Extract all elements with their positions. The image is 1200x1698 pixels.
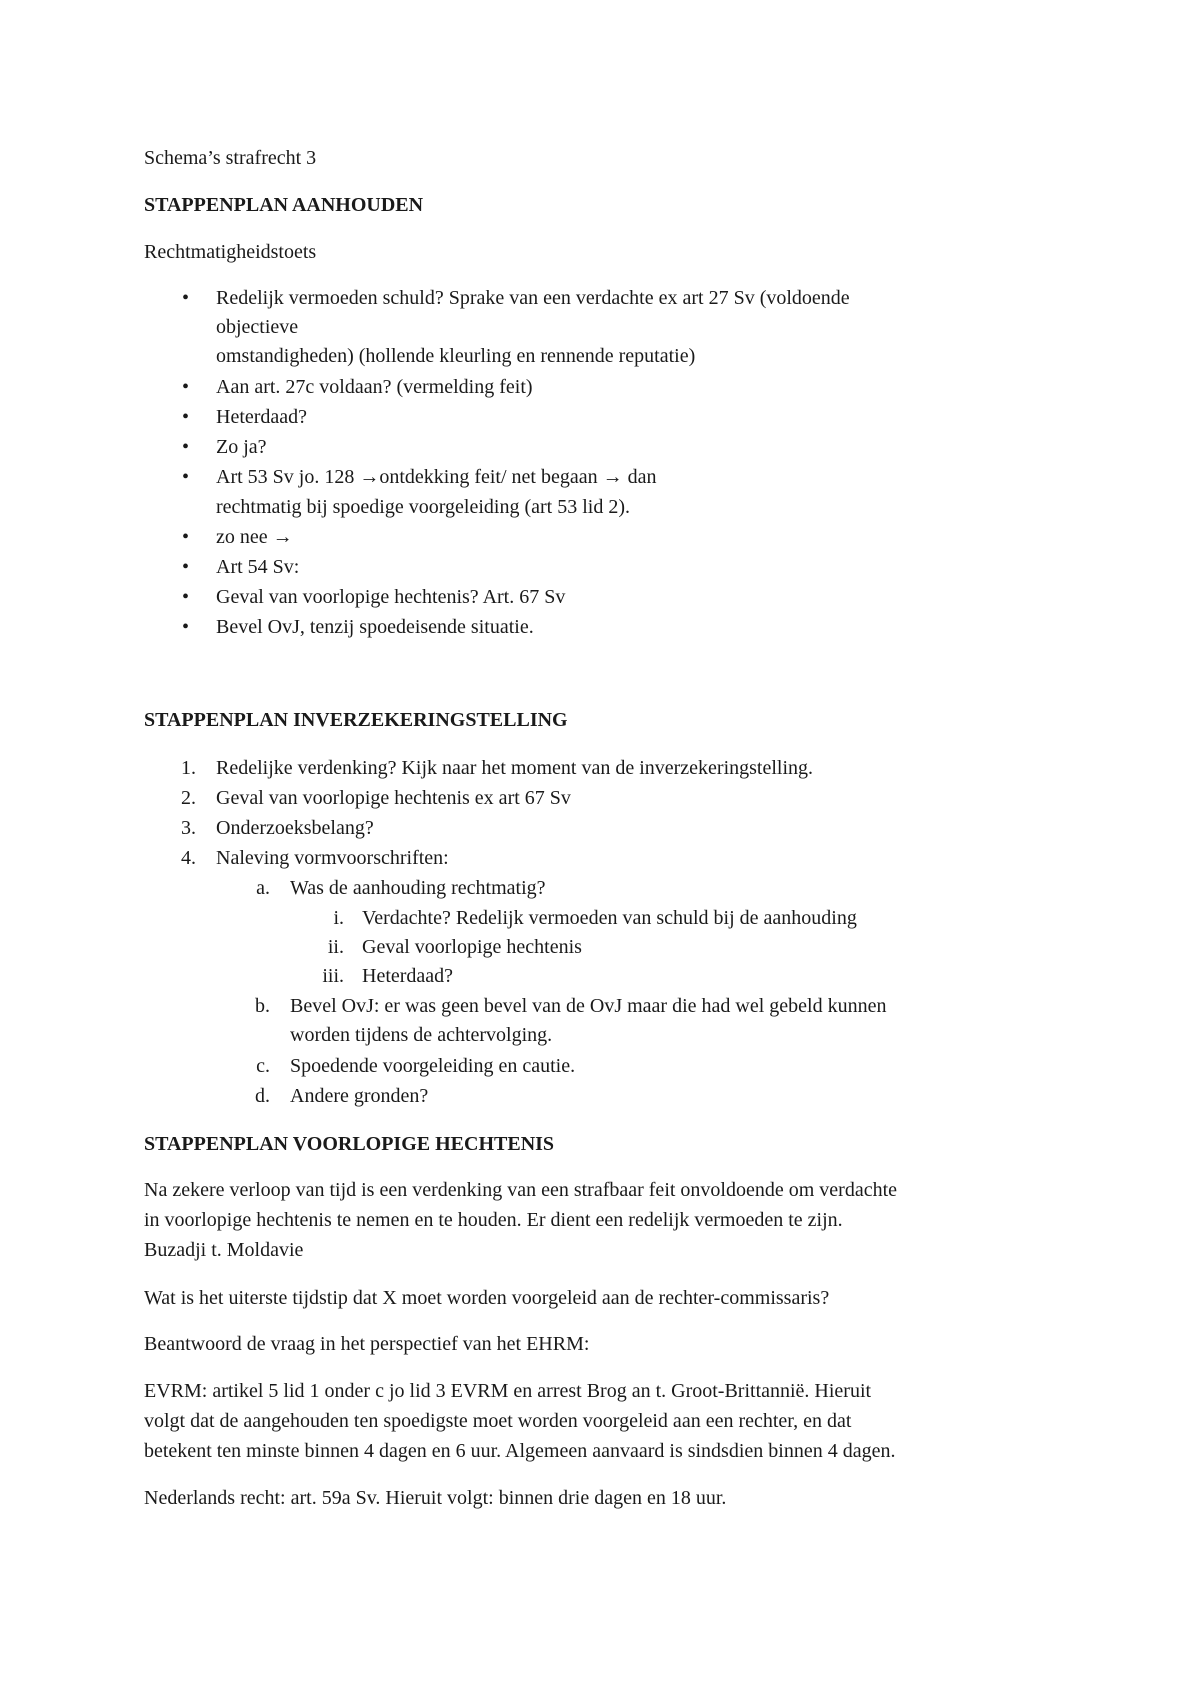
bullet-marker: •: [182, 466, 190, 488]
paragraph-question: Wat is het uiterste tijdstip dat X moet worden voorgeleid aan de rechter-commissaris?: [144, 1287, 830, 1309]
roman-list-item: Geval voorlopige hechtenis: [362, 936, 582, 958]
bullet-marker: •: [182, 406, 190, 428]
list-item: Bevel OvJ, tenzij spoedeisende situatie.: [216, 616, 534, 638]
sub-list-letter: c.: [256, 1055, 270, 1077]
list-item: Zo ja?: [216, 436, 267, 458]
list-number: 2.: [181, 787, 196, 809]
paragraph-line: in voorlopige hechtenis te nemen en te houden. Er dient een redelijk vermoeden te zijn.: [144, 1209, 843, 1231]
sub-list-item: Was de aanhouding rechtmatig?: [290, 877, 546, 899]
roman-list-item: Heterdaad?: [362, 965, 454, 987]
list-item: Aan art. 27c voldaan? (vermelding feit): [216, 376, 533, 398]
paragraph-nederlands-recht: Nederlands recht: art. 59a Sv. Hieruit volgt: binnen drie dagen en 18 uur.: [144, 1487, 727, 1509]
list-item: Art 54 Sv:: [216, 556, 300, 578]
list-number: 3.: [181, 817, 196, 839]
sub-list-letter: a.: [256, 877, 270, 899]
sub-list-item: Andere gronden?: [290, 1085, 429, 1107]
heading-aanhouden: STAPPENPLAN AANHOUDEN: [144, 194, 424, 216]
bullet-marker: •: [182, 287, 190, 309]
list-item: Geval van voorlopige hechtenis ex art 67 Sv: [216, 787, 571, 809]
list-number: 1.: [181, 757, 196, 779]
list-item-continuation: objectieve: [216, 316, 299, 338]
bullet-marker: •: [182, 556, 190, 578]
document-title: Schema’s strafrecht 3: [144, 147, 317, 169]
sub-list-letter: b.: [255, 995, 270, 1017]
paragraph-ehrm: Beantwoord de vraag in het perspectief van het EHRM:: [144, 1333, 590, 1355]
list-item: Onderzoeksbelang?: [216, 817, 374, 839]
paragraph-line: betekent ten minste binnen 4 dagen en 6 uur. Algemeen aanvaard is sindsdien binnen 4 dagen.: [144, 1440, 896, 1462]
heading-inverzekeringstelling: STAPPENPLAN INVERZEKERINGSTELLING: [144, 709, 568, 731]
sub-list-item: Bevel OvJ: er was geen bevel van de OvJ maar die had wel gebeld kunnen: [290, 995, 887, 1017]
paragraph-line: volgt dat de aangehouden ten spoedigste moet worden voorgeleid aan een rechter, en dat: [144, 1410, 852, 1432]
sub-list-item: Spoedende voorgeleiding en cautie.: [290, 1055, 576, 1077]
list-item-continuation: omstandigheden) (hollende kleurling en rennende reputatie): [216, 345, 696, 367]
bullet-marker: •: [182, 586, 190, 608]
list-item: Redelijke verdenking? Kijk naar het moment van de inverzekeringstelling.: [216, 757, 814, 779]
bullet-marker: •: [182, 616, 190, 638]
heading-voorlopige-hechtenis: STAPPENPLAN VOORLOPIGE HECHTENIS: [144, 1133, 555, 1155]
list-number: 4.: [181, 847, 196, 869]
roman-list-number: i.: [333, 907, 344, 929]
paragraph-line: EVRM: artikel 5 lid 1 onder c jo lid 3 EVRM en arrest Brog an t. Groot-Brittannië. Hieruit: [144, 1380, 872, 1402]
paragraph-line: Na zekere verloop van tijd is een verdenking van een strafbaar feit onvoldoende om verdachte: [144, 1179, 898, 1201]
roman-list-number: iii.: [322, 965, 344, 987]
bullet-marker: •: [182, 526, 190, 548]
list-item: Geval van voorlopige hechtenis? Art. 67 Sv: [216, 586, 566, 608]
subheading-rechtmatigheidstoets: Rechtmatigheidstoets: [144, 241, 317, 263]
sub-list-letter: d.: [255, 1085, 270, 1107]
list-item: zo nee →: [216, 526, 293, 548]
list-item: Art 53 Sv jo. 128 →ontdekking feit/ net begaan → dan: [216, 466, 657, 488]
list-item-continuation: rechtmatig bij spoedige voorgeleiding (art 53 lid 2).: [216, 496, 630, 518]
list-item: Naleving vormvoorschriften:: [216, 847, 449, 869]
list-item: Heterdaad?: [216, 406, 308, 428]
paragraph-line: Buzadji t. Moldavie: [144, 1239, 304, 1261]
roman-list-item: Verdachte? Redelijk vermoeden van schuld bij de aanhouding: [362, 907, 857, 929]
sub-list-item-continuation: worden tijdens de achtervolging.: [290, 1024, 553, 1046]
list-item: Redelijk vermoeden schuld? Sprake van een verdachte ex art 27 Sv (voldoende: [216, 287, 850, 309]
bullet-marker: •: [182, 436, 190, 458]
roman-list-number: ii.: [327, 936, 344, 958]
bullet-marker: •: [182, 376, 190, 398]
